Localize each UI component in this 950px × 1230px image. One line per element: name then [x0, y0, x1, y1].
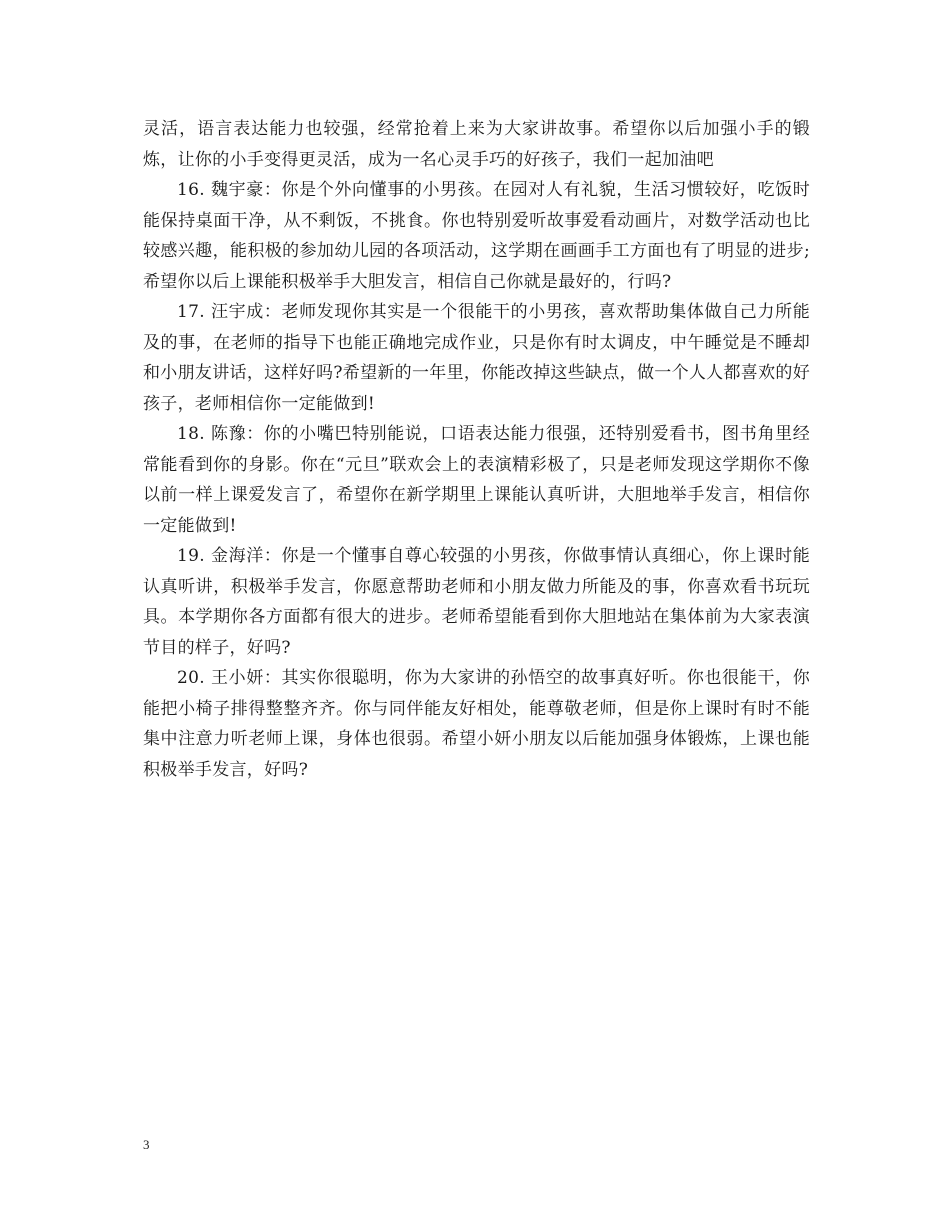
page-number: 3	[143, 1137, 150, 1152]
paragraph-16: 16. 魏宇豪：你是个外向懂事的小男孩。在园对人有礼貌，生活习惯较好，吃饭时能保持桌面干净，从不剩饭，不挑食。你也特别爱听故事爱看动画片，对数学活动也比较感兴趣，能积极的参加幼儿园的各项活动，这学期在画画手工方面也有了明显的进步;希望你以后上课能积极举手大胆发言，相信自己你就是最好的，行吗?	[143, 180, 810, 292]
paragraph-17: 17. 汪宇成：老师发现你其实是一个很能干的小男孩，喜欢帮助集体做自己力所能及的事，在老师的指导下也能正确地完成作业，只是你有时太调皮，中午睡觉是不睡却和小朋友讲话，这样好吗?希望新的一年里，你能改掉这些缺点，做一个人人都喜欢的好孩子，老师相信你一定能做到!	[143, 302, 810, 414]
paragraph-18: 18. 陈豫：你的小嘴巴特别能说，口语表达能力很强，还特别爱看书，图书角里经常能看到你的身影。你在“元旦”联欢会上的表演精彩极了，只是老师发现这学期你不像以前一样上课爱发言了，希望你在新学期里上课能认真听讲，大胆地举手发言，相信你一定能做到!	[143, 424, 810, 536]
paragraph-continuation: 灵活，语言表达能力也较强，经常抢着上来为大家讲故事。希望你以后加强小手的锻炼，让你的小手变得更灵活，成为一名心灵手巧的好孩子，我们一起加油吧	[143, 119, 810, 170]
paragraph-20: 20. 王小妍：其实你很聪明，你为大家讲的孙悟空的故事真好听。你也很能干，你能把小椅子排得整整齐齐。你与同伴能友好相处，能尊敬老师，但是你上课时有时不能集中注意力听老师上课，身体也很弱。希望小妍小朋友以后能加强身体锻炼，上课也能积极举手发言，好吗?	[143, 668, 810, 780]
body-text	[143, 114, 810, 785]
paragraph-19: 19. 金海洋：你是一个懂事自尊心较强的小男孩，你做事情认真细心，你上课时能认真听讲，积极举手发言，你愿意帮助老师和小朋友做力所能及的事，你喜欢看书玩玩具。本学期你各方面都有很大的进步。老师希望能看到你大胆地站在集体前为大家表演节目的样子，好吗?	[143, 546, 810, 658]
